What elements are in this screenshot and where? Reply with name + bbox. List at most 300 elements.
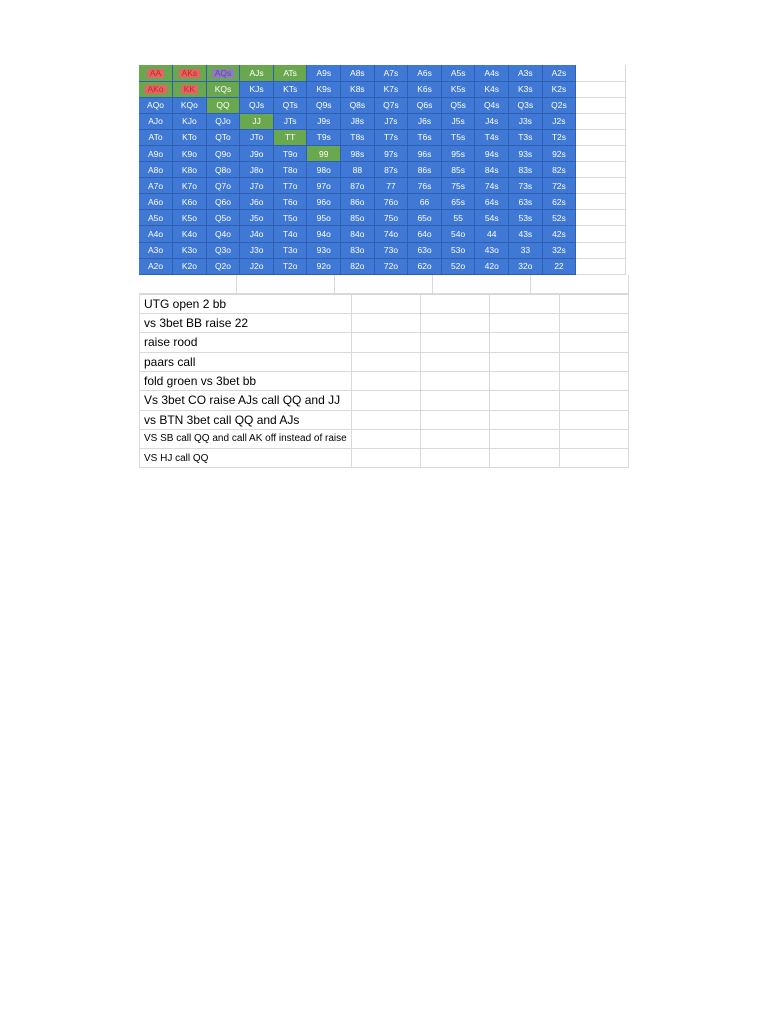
hand-cell-32s[interactable] (542, 242, 576, 258)
hand-cell-72s[interactable] (542, 178, 576, 194)
empty-cell[interactable] (351, 449, 420, 468)
hand-cell-q8s[interactable] (341, 97, 375, 113)
hand-cell-75o[interactable] (374, 210, 408, 226)
hand-cell-j2s[interactable] (542, 113, 576, 129)
hand-label: 43o (484, 245, 499, 256)
empty-cell[interactable] (559, 333, 628, 352)
hand-cell-72o[interactable] (374, 258, 408, 274)
hand-cell-a3o[interactable] (139, 242, 173, 258)
hand-cell-44[interactable] (475, 226, 509, 242)
hand-cell-k3o[interactable] (173, 242, 207, 258)
hand-cell-aa[interactable] (139, 65, 173, 81)
hand-cell-qto[interactable] (206, 129, 240, 145)
empty-cell[interactable] (421, 449, 490, 468)
hand-cell-84s[interactable] (475, 162, 509, 178)
hand-label: AQs (212, 69, 235, 78)
hand-cell-94o[interactable] (307, 226, 341, 242)
hand-cell-j6o[interactable] (240, 194, 274, 210)
hand-cell-t2s[interactable] (542, 129, 576, 145)
hand-cell-k3s[interactable] (509, 81, 543, 97)
hand-cell-kjo[interactable] (173, 113, 207, 129)
hand-cell-43o[interactable] (475, 242, 509, 258)
hand-label: K4s (484, 84, 500, 95)
note-text-cell[interactable]: vs BTN 3bet call QQ and AJs (140, 410, 352, 429)
hand-cell-jts[interactable] (273, 113, 307, 129)
hand-cell-a6o[interactable] (139, 194, 173, 210)
hand-cell-qq[interactable] (206, 97, 240, 113)
empty-cell[interactable] (490, 371, 559, 390)
hand-cell-64o[interactable] (408, 226, 442, 242)
empty-cell[interactable] (421, 314, 490, 333)
range-row (139, 226, 626, 242)
hand-cell-a7s[interactable] (374, 65, 408, 81)
hand-label: 64s (484, 196, 499, 207)
hand-cell-k8o[interactable] (173, 162, 207, 178)
hand-label: J9s (317, 116, 331, 127)
hand-cell-33[interactable] (509, 242, 543, 258)
hand-label: J8s (350, 116, 364, 127)
hand-label: 52o (451, 261, 466, 272)
hand-cell-a5o[interactable] (139, 210, 173, 226)
hand-cell-j9s[interactable] (307, 113, 341, 129)
hand-cell-74o[interactable] (374, 226, 408, 242)
hand-cell-jto[interactable] (240, 129, 274, 145)
hand-cell-87o[interactable] (341, 178, 375, 194)
hand-cell-74s[interactable] (475, 178, 509, 194)
hand-cell-62s[interactable] (542, 194, 576, 210)
hand-cell-a6s[interactable] (408, 65, 442, 81)
empty-cell[interactable] (351, 333, 420, 352)
empty-cell[interactable] (559, 429, 628, 448)
hand-cell-85o[interactable] (341, 210, 375, 226)
hand-label: 54o (451, 228, 466, 239)
empty-cell[interactable] (139, 275, 237, 294)
hand-cell-84o[interactable] (341, 226, 375, 242)
hand-cell-97o[interactable] (307, 178, 341, 194)
hand-cell-ats[interactable] (273, 65, 307, 81)
empty-cell[interactable] (559, 352, 628, 371)
hand-cell-q8o[interactable] (206, 162, 240, 178)
hand-cell-ajo[interactable] (139, 113, 173, 129)
hand-cell-96s[interactable] (408, 145, 442, 161)
hand-cell-q2o[interactable] (206, 258, 240, 274)
empty-cell[interactable] (490, 333, 559, 352)
hand-cell-j3o[interactable] (240, 242, 274, 258)
hand-cell-65o[interactable] (408, 210, 442, 226)
hand-cell-j7o[interactable] (240, 178, 274, 194)
hand-label: 63o (417, 245, 432, 256)
hand-label: KJo (182, 116, 197, 127)
hand-cell-k8s[interactable] (341, 81, 375, 97)
note-text-cell[interactable]: vs 3bet BB raise 22 (140, 314, 352, 333)
hand-cell-j7s[interactable] (374, 113, 408, 129)
hand-cell-99[interactable] (307, 145, 341, 161)
hand-cell-t6s[interactable] (408, 129, 442, 145)
empty-cell[interactable] (559, 410, 628, 429)
hand-cell-q3o[interactable] (206, 242, 240, 258)
hand-cell-q5o[interactable] (206, 210, 240, 226)
hand-cell-aqs[interactable] (206, 65, 240, 81)
hand-label: KJs (249, 84, 264, 95)
hand-cell-j6s[interactable] (408, 113, 442, 129)
empty-cell[interactable] (490, 314, 559, 333)
hand-cell-qjo[interactable] (206, 113, 240, 129)
hand-cell-86s[interactable] (408, 162, 442, 178)
hand-cell-98o[interactable] (307, 162, 341, 178)
hand-label: J8o (249, 164, 264, 175)
hand-cell-a3s[interactable] (509, 65, 543, 81)
empty-cell[interactable] (576, 145, 626, 161)
hand-cell-t9s[interactable] (307, 129, 341, 145)
hand-cell-q6s[interactable] (408, 97, 442, 113)
empty-cell[interactable] (576, 194, 626, 210)
hand-cell-95o[interactable] (307, 210, 341, 226)
hand-label: 44 (487, 228, 497, 239)
hand-label: ATo (148, 132, 163, 143)
hand-cell-75s[interactable] (441, 178, 475, 194)
hand-cell-97s[interactable] (374, 145, 408, 161)
hand-cell-k6s[interactable] (408, 81, 442, 97)
hand-label: K5o (181, 212, 197, 223)
empty-cell[interactable] (335, 275, 433, 294)
hand-cell-43s[interactable] (509, 226, 543, 242)
empty-cell[interactable] (351, 314, 420, 333)
hand-cell-87s[interactable] (374, 162, 408, 178)
hand-cell-63o[interactable] (408, 242, 442, 258)
hand-label: 65s (451, 196, 465, 207)
hand-cell-q6o[interactable] (206, 194, 240, 210)
empty-cell[interactable] (490, 391, 559, 410)
hand-cell-94s[interactable] (475, 145, 509, 161)
hand-cell-t7o[interactable] (273, 178, 307, 194)
hand-cell-qjs[interactable] (240, 97, 274, 113)
hand-cell-83s[interactable] (509, 162, 543, 178)
hand-cell-a2s[interactable] (542, 65, 576, 81)
note-text-cell[interactable]: Vs 3bet CO raise AJs call QQ and JJ (140, 391, 352, 410)
hand-cell-q3s[interactable] (509, 97, 543, 113)
hand-label: AKs (179, 69, 201, 78)
hand-cell-qts[interactable] (273, 97, 307, 113)
hand-cell-42s[interactable] (542, 226, 576, 242)
empty-cell[interactable] (351, 371, 420, 390)
hand-cell-j8s[interactable] (341, 113, 375, 129)
hand-cell-83o[interactable] (341, 242, 375, 258)
empty-cell[interactable] (576, 129, 626, 145)
hand-cell-k9o[interactable] (173, 145, 207, 161)
hand-label: KK (181, 85, 198, 94)
hand-cell-a5s[interactable] (441, 65, 475, 81)
hand-label: 74o (383, 228, 399, 239)
hand-label: 64o (417, 228, 432, 239)
empty-cell[interactable] (490, 429, 559, 448)
hand-cell-t4o[interactable] (273, 226, 307, 242)
hand-cell-t9o[interactable] (273, 145, 307, 161)
empty-cell[interactable] (576, 113, 626, 129)
hand-label: 53s (518, 212, 533, 223)
hand-cell-k2o[interactable] (173, 258, 207, 274)
hand-cell-88[interactable] (341, 162, 375, 178)
hand-cell-j9o[interactable] (240, 145, 274, 161)
hand-label: J4s (485, 116, 499, 127)
hand-cell-a8s[interactable] (341, 65, 375, 81)
hand-label: 84s (484, 164, 499, 175)
hand-cell-66[interactable] (408, 194, 442, 210)
hand-cell-54s[interactable] (475, 210, 509, 226)
notes-table (139, 294, 629, 469)
hand-label: 32o (518, 261, 533, 272)
empty-cell[interactable] (421, 333, 490, 352)
hand-cell-96o[interactable] (307, 194, 341, 210)
hand-cell-kk[interactable] (173, 81, 207, 97)
hand-cell-52s[interactable] (542, 210, 576, 226)
empty-cell[interactable] (237, 275, 335, 294)
hand-cell-64s[interactable] (475, 194, 509, 210)
hand-cell-76o[interactable] (374, 194, 408, 210)
hand-label: A8s (350, 67, 365, 78)
note-row (140, 352, 629, 371)
hand-cell-j5s[interactable] (441, 113, 475, 129)
hand-cell-32o[interactable] (509, 258, 543, 274)
empty-cell[interactable] (421, 410, 490, 429)
hand-label: JTo (249, 132, 264, 143)
hand-cell-j4o[interactable] (240, 226, 274, 242)
hand-cell-j5o[interactable] (240, 210, 274, 226)
hand-label: Q4o (214, 228, 232, 239)
empty-cell[interactable] (531, 275, 629, 294)
hand-label: TT (284, 132, 296, 143)
note-text-cell[interactable]: raise rood (140, 333, 352, 352)
hand-cell-j3s[interactable] (509, 113, 543, 129)
hand-cell-k7o[interactable] (173, 178, 207, 194)
hand-label: J3s (518, 116, 532, 127)
hand-cell-t3o[interactable] (273, 242, 307, 258)
hand-label: T4s (484, 132, 499, 143)
empty-cell[interactable] (576, 162, 626, 178)
hand-label: A9s (316, 67, 332, 78)
hand-label: QQ (216, 100, 230, 111)
hand-cell-q7o[interactable] (206, 178, 240, 194)
hand-cell-tt[interactable] (273, 129, 307, 145)
empty-cell[interactable] (559, 371, 628, 390)
hand-cell-t6o[interactable] (273, 194, 307, 210)
empty-cell[interactable] (421, 429, 490, 448)
hand-cell-a9s[interactable] (307, 65, 341, 81)
hand-cell-a9o[interactable] (139, 145, 173, 161)
hand-label: 95o (316, 212, 331, 223)
hand-label: J6s (417, 116, 432, 127)
note-row (140, 294, 629, 313)
hand-label: 52s (552, 212, 566, 223)
hand-cell-jj[interactable] (240, 113, 274, 129)
hand-cell-k2s[interactable] (542, 81, 576, 97)
note-text-cell[interactable]: VS SB call QQ and call AK off instead of raise (140, 429, 352, 448)
hand-cell-85s[interactable] (441, 162, 475, 178)
hand-cell-kjs[interactable] (240, 81, 274, 97)
range-row (139, 97, 626, 113)
hand-cell-k4o[interactable] (173, 226, 207, 242)
hand-cell-kts[interactable] (273, 81, 307, 97)
hand-cell-62o[interactable] (408, 258, 442, 274)
hand-cell-93o[interactable] (307, 242, 341, 258)
hand-label: QTo (215, 132, 231, 143)
empty-cell[interactable] (351, 391, 420, 410)
note-text-cell[interactable]: fold groen vs 3bet bb (140, 371, 352, 390)
hand-cell-t2o[interactable] (273, 258, 307, 274)
hand-cell-k5o[interactable] (173, 210, 207, 226)
hand-label: J3o (249, 245, 264, 256)
hand-cell-kqo[interactable] (173, 97, 207, 113)
note-text-cell[interactable]: UTG open 2 bb (140, 294, 352, 313)
hand-cell-q9o[interactable] (206, 145, 240, 161)
hand-cell-q4o[interactable] (206, 226, 240, 242)
hand-label: A5s (450, 67, 466, 78)
empty-cell[interactable] (559, 391, 628, 410)
hand-label: T6s (417, 132, 432, 143)
hand-cell-52o[interactable] (441, 258, 475, 274)
hand-cell-k7s[interactable] (374, 81, 408, 97)
hand-label: Q5o (214, 212, 232, 223)
empty-cell[interactable] (421, 391, 490, 410)
hand-cell-k5s[interactable] (441, 81, 475, 97)
empty-cell[interactable] (490, 294, 559, 313)
hand-cell-86o[interactable] (341, 194, 375, 210)
hand-label: K2s (551, 84, 567, 95)
hand-cell-t8o[interactable] (273, 162, 307, 178)
hand-cell-j4s[interactable] (475, 113, 509, 129)
hand-cell-76s[interactable] (408, 178, 442, 194)
hand-cell-55[interactable] (441, 210, 475, 226)
hand-label: 84o (350, 228, 365, 239)
hand-cell-54o[interactable] (441, 226, 475, 242)
hand-label: 75o (383, 212, 399, 223)
hand-label: 88 (352, 164, 363, 175)
empty-cell[interactable] (421, 371, 490, 390)
hand-label: T2s (551, 132, 566, 143)
empty-cell[interactable] (351, 410, 420, 429)
hand-cell-77[interactable] (374, 178, 408, 194)
hand-label: 96o (316, 196, 331, 207)
hand-cell-t5s[interactable] (441, 129, 475, 145)
hand-cell-92s[interactable] (542, 145, 576, 161)
hand-cell-j2o[interactable] (240, 258, 274, 274)
hand-cell-k9s[interactable] (307, 81, 341, 97)
hand-cell-53o[interactable] (441, 242, 475, 258)
note-text-cell[interactable]: paars call (140, 352, 352, 371)
hand-label: J5o (249, 212, 264, 223)
note-row (140, 410, 629, 429)
hand-cell-aqo[interactable] (139, 97, 173, 113)
empty-cell[interactable] (576, 258, 626, 274)
hand-cell-22[interactable] (542, 258, 576, 274)
hand-cell-a2o[interactable] (139, 258, 173, 274)
empty-cell[interactable] (559, 294, 628, 313)
empty-cell[interactable] (490, 352, 559, 371)
hand-label: 83o (350, 245, 365, 256)
hand-cell-73o[interactable] (374, 242, 408, 258)
hand-cell-q5s[interactable] (441, 97, 475, 113)
hand-cell-t4s[interactable] (475, 129, 509, 145)
empty-cell[interactable] (576, 178, 626, 194)
hand-cell-98s[interactable] (341, 145, 375, 161)
hand-label: 98o (316, 164, 331, 175)
hand-cell-53s[interactable] (509, 210, 543, 226)
hand-cell-42o[interactable] (475, 258, 509, 274)
hand-cell-ako[interactable] (139, 81, 173, 97)
hand-cell-q4s[interactable] (475, 97, 509, 113)
hand-label: Q3s (517, 100, 534, 111)
hand-cell-t5o[interactable] (273, 210, 307, 226)
hand-cell-q9s[interactable] (307, 97, 341, 113)
hand-cell-95s[interactable] (441, 145, 475, 161)
hand-cell-t3s[interactable] (509, 129, 543, 145)
empty-cell[interactable] (351, 352, 420, 371)
hand-label: T9s (316, 132, 331, 143)
hand-label: K9o (181, 148, 197, 159)
hand-label: 74s (484, 180, 499, 191)
empty-cell[interactable] (576, 242, 626, 258)
hand-cell-92o[interactable] (307, 258, 341, 274)
hand-cell-82s[interactable] (542, 162, 576, 178)
hand-cell-k4s[interactable] (475, 81, 509, 97)
hand-cell-k6o[interactable] (173, 194, 207, 210)
hand-cell-t7s[interactable] (374, 129, 408, 145)
empty-cell[interactable] (576, 210, 626, 226)
empty-cell[interactable] (421, 294, 490, 313)
note-text-cell[interactable]: VS HJ call QQ (140, 449, 352, 468)
hand-cell-q2s[interactable] (542, 97, 576, 113)
hand-cell-kto[interactable] (173, 129, 207, 145)
empty-cell[interactable] (559, 314, 628, 333)
hand-cell-kqs[interactable] (206, 81, 240, 97)
hand-cell-a8o[interactable] (139, 162, 173, 178)
hand-cell-ato[interactable] (139, 129, 173, 145)
empty-cell[interactable] (351, 294, 420, 313)
hand-label: T8o (282, 164, 298, 175)
empty-cell[interactable] (351, 429, 420, 448)
hand-cell-93s[interactable] (509, 145, 543, 161)
empty-cell[interactable] (576, 65, 626, 81)
empty-cell[interactable] (576, 97, 626, 113)
hand-cell-82o[interactable] (341, 258, 375, 274)
hand-label: J6o (249, 196, 264, 207)
hand-cell-a4s[interactable] (475, 65, 509, 81)
empty-cell[interactable] (490, 449, 559, 468)
hand-label: AJs (249, 67, 264, 78)
empty-cell[interactable] (576, 226, 626, 242)
hand-label: 43s (518, 228, 533, 239)
hand-cell-t8s[interactable] (341, 129, 375, 145)
hand-cell-j8o[interactable] (240, 162, 274, 178)
empty-cell[interactable] (421, 352, 490, 371)
hand-label: QJs (249, 100, 265, 111)
empty-cell[interactable] (490, 410, 559, 429)
hand-label: Q3o (214, 245, 232, 256)
hand-cell-65s[interactable] (441, 194, 475, 210)
hand-label: JJ (252, 116, 261, 127)
empty-cell[interactable] (433, 275, 531, 294)
hand-cell-73s[interactable] (509, 178, 543, 194)
hand-cell-a7o[interactable] (139, 178, 173, 194)
empty-cell[interactable] (576, 81, 626, 97)
hand-cell-a4o[interactable] (139, 226, 173, 242)
hand-cell-q7s[interactable] (374, 97, 408, 113)
empty-cell[interactable] (559, 449, 628, 468)
hand-label: Q7o (214, 180, 232, 191)
hand-cell-aks[interactable] (173, 65, 207, 81)
hand-cell-ajs[interactable] (240, 65, 274, 81)
range-row (139, 194, 626, 210)
hand-cell-63s[interactable] (509, 194, 543, 210)
